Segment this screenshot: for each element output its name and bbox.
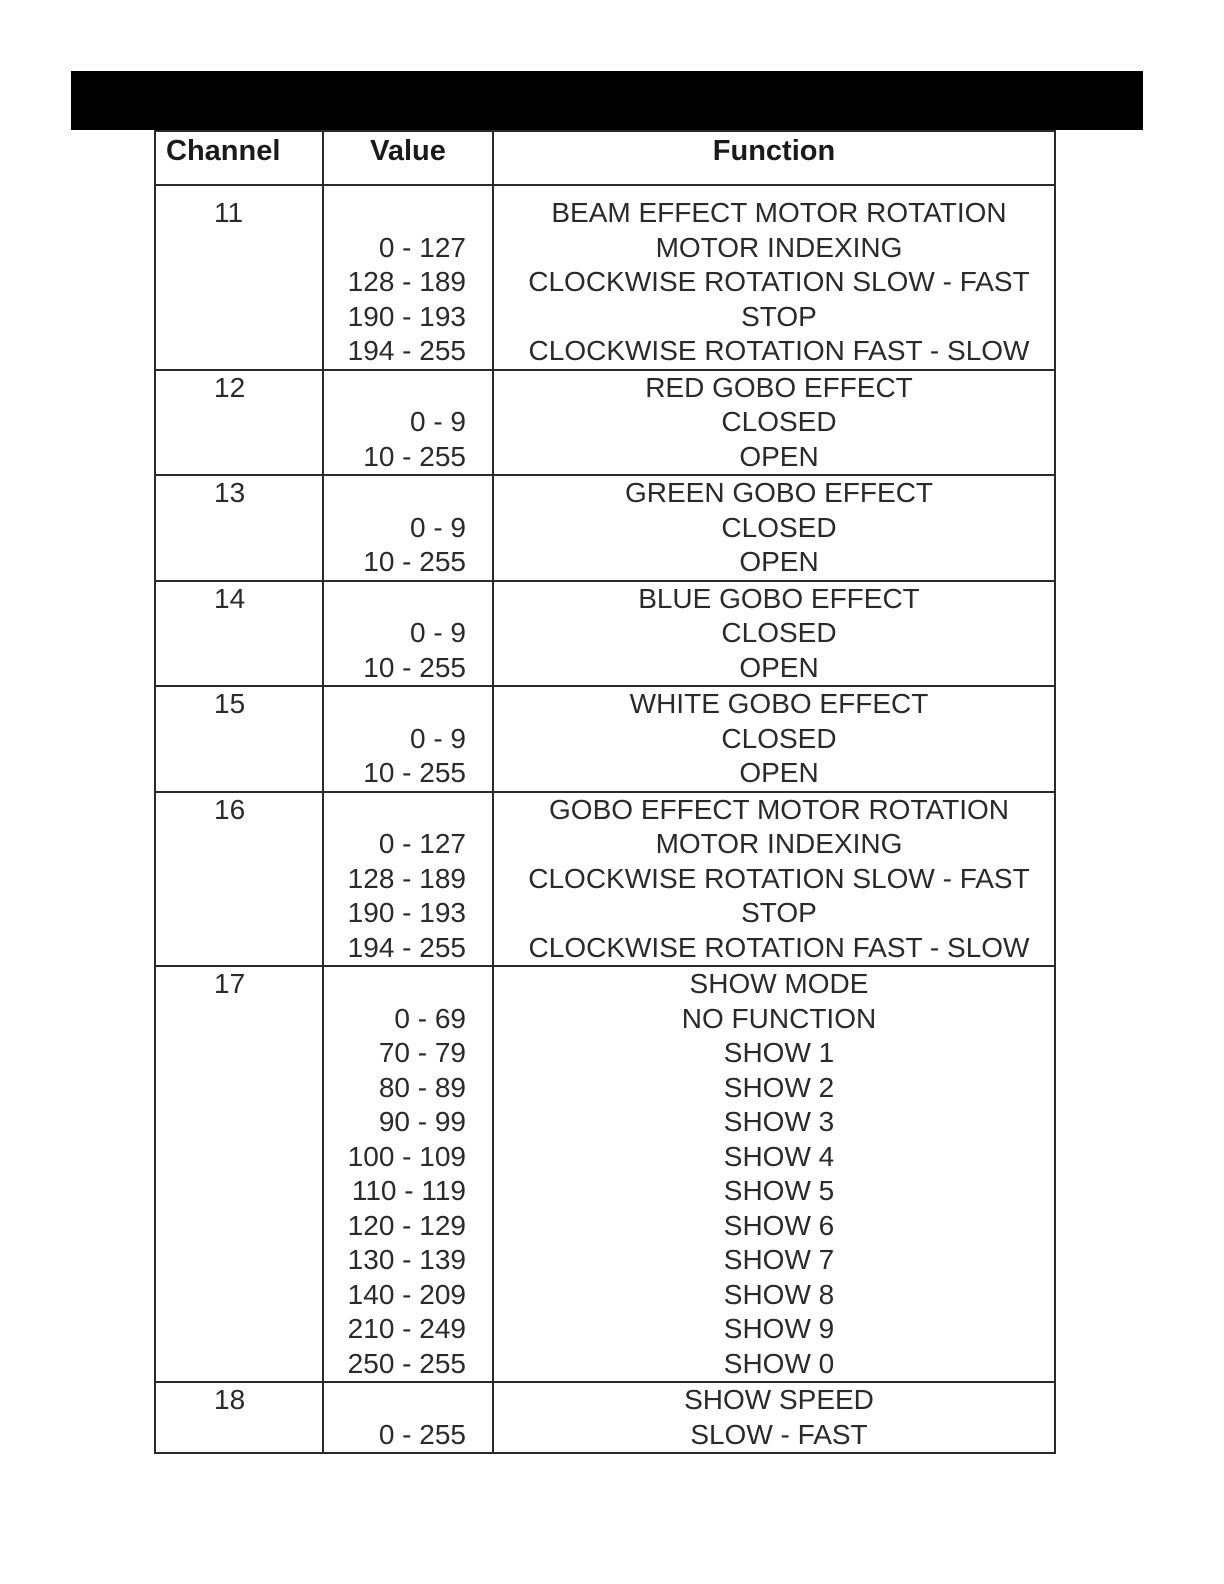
channel-function-name: BEAM EFFECT MOTOR ROTATION	[551, 197, 1007, 228]
function-cell	[493, 370, 1055, 476]
function-description: CLOCKWISE ROTATION SLOW - FAST	[528, 862, 1030, 894]
channel-function-name: GOBO EFFECT MOTOR ROTATION	[549, 793, 1009, 825]
channel-function-name: SHOW SPEED	[684, 1384, 874, 1415]
table-row	[155, 966, 1055, 1382]
channel-group-13	[155, 475, 1055, 581]
function-description: CLOCKWISE ROTATION FAST - SLOW	[528, 335, 1030, 366]
channel-function-name: GREEN GOBO EFFECT	[624, 477, 934, 508]
function-description: SHOW 6	[723, 1209, 835, 1241]
channel-number: 13	[214, 477, 246, 508]
function-description: SHOW 1	[723, 1037, 835, 1068]
value-spacer	[324, 196, 492, 231]
value-cell	[323, 792, 493, 967]
value-range: 10 - 255	[363, 440, 466, 472]
value-cell	[323, 475, 493, 581]
value-range: 0 - 9	[409, 406, 466, 437]
value-range: 210 - 249	[347, 1313, 466, 1344]
value-range: 10 - 255	[363, 651, 466, 683]
function-description: OPEN	[739, 651, 819, 683]
title-bar	[71, 71, 1143, 130]
header-channel: Channel	[155, 131, 323, 185]
channel-number: 15	[214, 688, 246, 719]
function-description: SHOW 9	[723, 1313, 835, 1344]
channel-cell	[155, 185, 323, 370]
function-description: SHOW 3	[723, 1106, 835, 1137]
value-range: 0 - 255	[378, 1418, 466, 1450]
channel-number: 12	[214, 371, 246, 403]
function-description: CLOCKWISE ROTATION FAST - SLOW	[528, 931, 1030, 963]
table-row	[155, 475, 1055, 581]
function-description: CLOCKWISE ROTATION SLOW - FAST	[528, 266, 1030, 297]
value-range: 140 - 209	[347, 1278, 466, 1310]
value-range: 0 - 127	[378, 828, 466, 859]
function-description: SHOW 8	[723, 1278, 835, 1310]
value-spacer	[324, 687, 492, 722]
channel-group-12	[155, 370, 1055, 476]
channel-number: 14	[214, 582, 246, 614]
value-spacer	[324, 793, 492, 828]
table-row	[155, 1382, 1055, 1453]
table-row	[155, 792, 1055, 967]
function-description: NO FUNCTION	[681, 1002, 877, 1034]
function-description: CLOSED	[721, 722, 837, 754]
value-range: 70 - 79	[378, 1037, 466, 1068]
channel-cell	[155, 475, 323, 581]
value-range: 190 - 193	[347, 897, 466, 928]
channel-cell	[155, 581, 323, 687]
channel-number: 11	[214, 197, 244, 228]
value-cell	[323, 966, 493, 1382]
value-range: 0 - 9	[409, 722, 466, 754]
function-cell	[493, 581, 1055, 687]
function-description: OPEN	[739, 546, 819, 577]
channel-cell	[155, 686, 323, 792]
function-description: SHOW 4	[723, 1140, 835, 1172]
channel-number: 16	[214, 793, 246, 825]
value-range: 120 - 129	[347, 1209, 466, 1241]
table-row	[155, 370, 1055, 476]
header-function: Function	[493, 131, 1055, 185]
channel-cell	[155, 966, 323, 1382]
channel-group-17	[155, 966, 1055, 1382]
function-cell	[493, 475, 1055, 581]
function-description: MOTOR INDEXING	[655, 828, 903, 859]
value-range: 190 - 193	[347, 300, 466, 332]
function-description: OPEN	[739, 440, 819, 472]
channel-group-16	[155, 792, 1055, 967]
channel-group-11	[155, 185, 1055, 370]
table-row	[155, 686, 1055, 792]
value-spacer	[324, 371, 492, 406]
channel-group-15	[155, 686, 1055, 792]
value-spacer	[324, 476, 492, 511]
channel-function-name: SHOW MODE	[689, 968, 869, 999]
value-range: 10 - 255	[363, 546, 466, 577]
function-cell	[493, 185, 1055, 370]
table-row	[155, 581, 1055, 687]
value-range: 80 - 89	[378, 1071, 466, 1103]
value-cell	[323, 686, 493, 792]
value-cell	[323, 1382, 493, 1453]
channel-cell	[155, 370, 323, 476]
table-header-row	[155, 131, 1055, 185]
function-description: SHOW 2	[723, 1071, 835, 1103]
function-description: CLOSED	[721, 617, 837, 648]
function-description: MOTOR INDEXING	[655, 231, 903, 263]
function-description: SHOW 0	[723, 1347, 835, 1379]
value-range: 110 - 119	[351, 1175, 466, 1206]
value-range: 0 - 9	[409, 617, 466, 648]
value-cell	[323, 581, 493, 687]
channel-group-18	[155, 1382, 1055, 1453]
function-description: CLOSED	[721, 511, 837, 543]
value-range: 0 - 127	[378, 231, 466, 263]
value-range: 130 - 139	[347, 1244, 466, 1275]
function-description: SHOW 5	[723, 1175, 835, 1206]
function-description: STOP	[741, 300, 817, 332]
value-range: 128 - 189	[347, 862, 466, 894]
channel-function-name: BLUE GOBO EFFECT	[638, 582, 920, 614]
function-cell	[493, 686, 1055, 792]
value-range: 10 - 255	[363, 757, 466, 788]
value-range: 128 - 189	[347, 266, 466, 297]
value-range: 250 - 255	[347, 1347, 466, 1379]
value-range: 100 - 109	[347, 1140, 466, 1172]
function-description: SHOW 7	[723, 1244, 835, 1275]
value-cell	[323, 370, 493, 476]
function-cell	[493, 1382, 1055, 1453]
value-spacer	[324, 967, 492, 1002]
value-range: 90 - 99	[378, 1106, 466, 1137]
value-range: 194 - 255	[347, 931, 466, 963]
function-description: STOP	[741, 897, 817, 928]
function-cell	[493, 792, 1055, 967]
function-description: SLOW - FAST	[690, 1418, 868, 1450]
channel-cell	[155, 792, 323, 967]
channel-number: 18	[214, 1384, 246, 1415]
value-range: 194 - 255	[347, 335, 466, 366]
header-value: Value	[323, 131, 493, 185]
channel-group-14	[155, 581, 1055, 687]
value-range: 0 - 9	[409, 511, 466, 543]
value-cell	[323, 185, 493, 370]
function-description: OPEN	[739, 757, 819, 788]
value-spacer	[324, 1383, 492, 1418]
channel-cell	[155, 1382, 323, 1453]
dmx-channel-table	[154, 130, 1056, 1454]
function-description: CLOSED	[721, 406, 837, 437]
channel-number: 17	[214, 968, 246, 999]
channel-function-name: WHITE GOBO EFFECT	[629, 688, 929, 719]
channel-function-name: RED GOBO EFFECT	[645, 371, 913, 403]
value-spacer	[324, 582, 492, 617]
function-cell	[493, 966, 1055, 1382]
value-range: 0 - 69	[394, 1002, 466, 1034]
table-row	[155, 185, 1055, 370]
